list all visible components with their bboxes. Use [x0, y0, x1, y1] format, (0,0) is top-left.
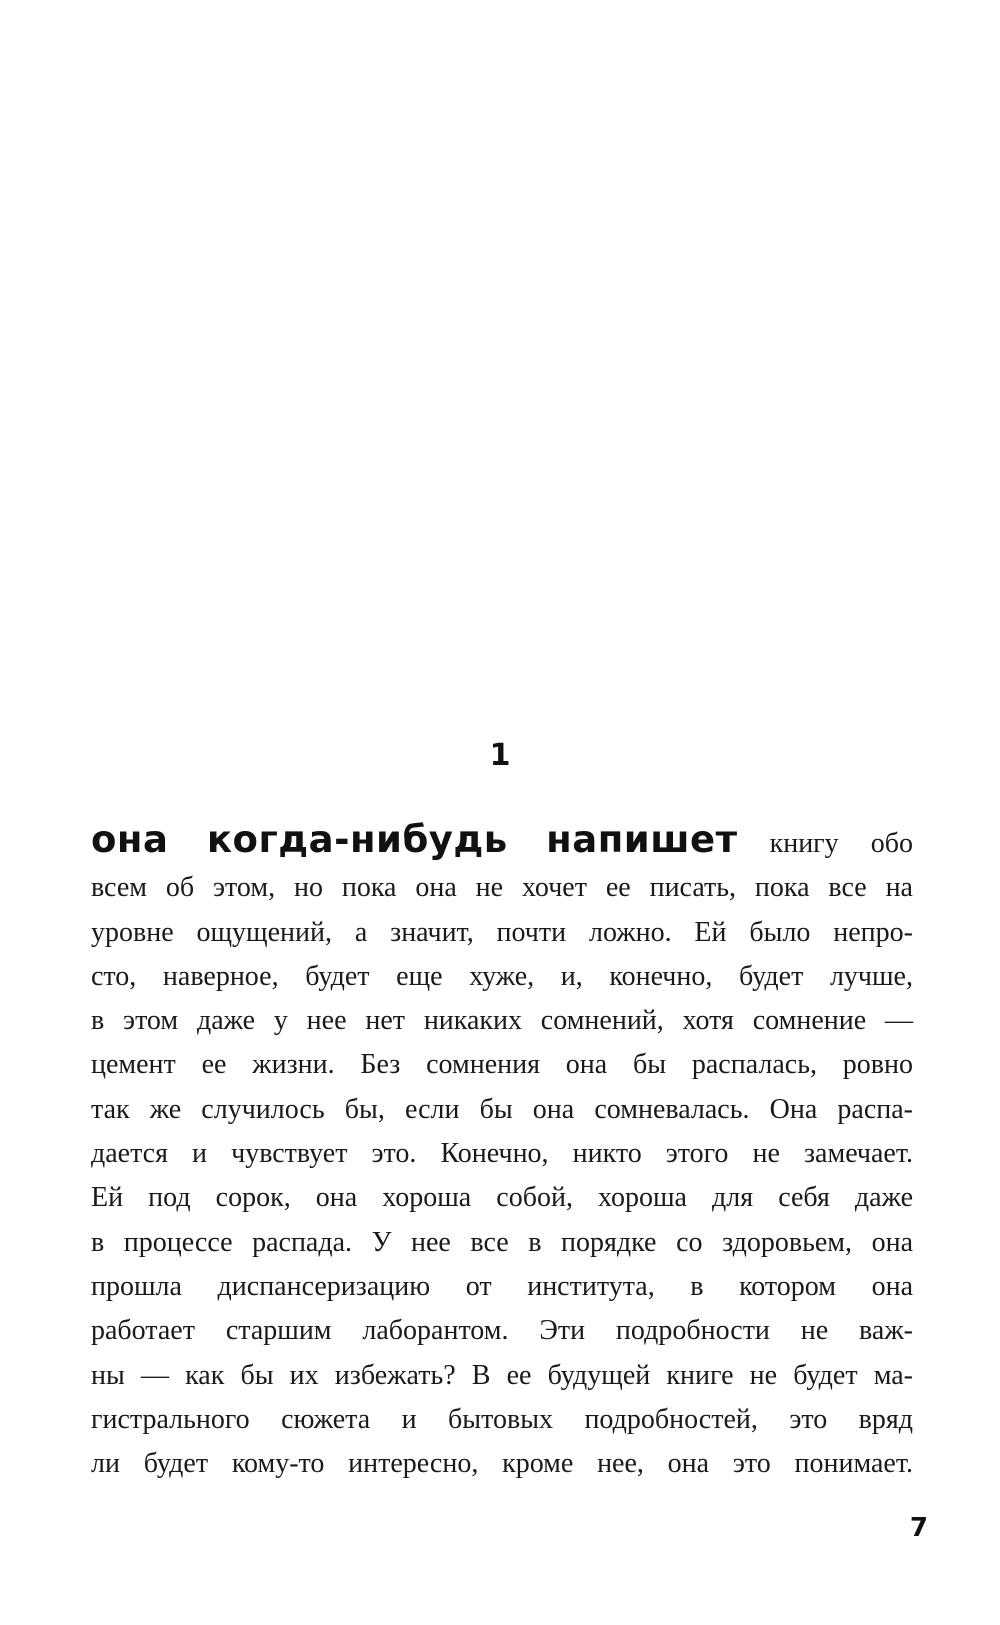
- paragraph-line: дается и чувствует это. Конечно, никто этого не замечает.: [91, 1138, 913, 1170]
- chapter-paragraph: [91, 818, 913, 1486]
- paragraph-line: работает старшим лаборантом. Эти подробности не важ-: [91, 1315, 913, 1347]
- paragraph-line: прошла диспансеризацию от института, в котором она: [91, 1270, 913, 1302]
- lead-in-phrase: она когда-нибудь напишет: [91, 818, 738, 861]
- first-line-rest: книгу обо: [737, 828, 913, 859]
- paragraph-line: всем об этом, но пока она не хочет ее писать, пока все на: [91, 872, 913, 904]
- paragraph-line: Ей под сорок, она хороша собой, хороша для себя даже: [91, 1182, 913, 1214]
- paragraph-line-first: [91, 818, 913, 866]
- paragraph-line: уровне ощущений, а значит, почти ложно. Ей было непро-: [91, 916, 913, 948]
- paragraph-line: в процессе распада. У нее все в порядке со здоровьем, она: [91, 1226, 913, 1258]
- paragraph-line: ны — как бы их избежать? В ее будущей книге не будет ма-: [91, 1359, 913, 1391]
- paragraph-line: сто, наверное, будет еще хуже, и, конечно, будет лучше,: [91, 960, 913, 992]
- paragraph-line: в этом даже у нее нет никаких сомнений, хотя сомнение —: [91, 1005, 913, 1037]
- paragraph-line: гистрального сюжета и бытовых подробностей, это вряд: [91, 1403, 913, 1435]
- paragraph-line: цемент ее жизни. Без сомнения она бы распалась, ровно: [91, 1049, 913, 1081]
- paragraph-line: ли будет кому-то интересно, кроме нее, она это понимает.: [91, 1448, 913, 1480]
- paragraph-line: так же случилось бы, если бы она сомневалась. Она распа-: [91, 1093, 913, 1125]
- chapter-number: 1: [489, 738, 511, 773]
- page-number: 7: [909, 1513, 928, 1543]
